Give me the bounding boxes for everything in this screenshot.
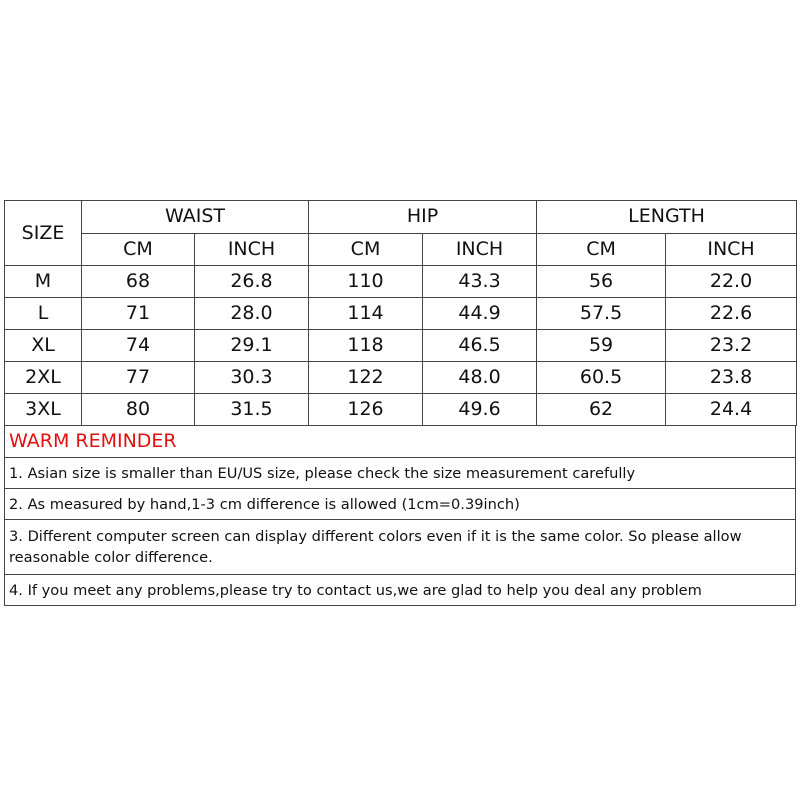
table-cell: 122 xyxy=(309,362,423,394)
table-cell: 46.5 xyxy=(423,330,537,362)
size-cell: L xyxy=(5,298,82,330)
table-cell: 59 xyxy=(537,330,666,362)
size-cell: 3XL xyxy=(5,394,82,426)
table-cell: 49.6 xyxy=(423,394,537,426)
size-table xyxy=(4,200,797,426)
table-cell: 31.5 xyxy=(195,394,309,426)
size-chart xyxy=(4,200,796,606)
unit-header: INCH xyxy=(666,233,797,266)
reminder-note-2: 2. As measured by hand,1-3 cm difference is allowed (1cm=0.39inch) xyxy=(5,489,795,520)
table-cell: 24.4 xyxy=(666,394,797,426)
table-cell: 28.0 xyxy=(195,298,309,330)
hip-group-header: HIP xyxy=(309,201,537,234)
table-unit-row xyxy=(5,233,797,266)
table-cell: 80 xyxy=(82,394,195,426)
table-cell: 74 xyxy=(82,330,195,362)
table-cell: 23.2 xyxy=(666,330,797,362)
table-row xyxy=(5,266,797,298)
table-cell: 114 xyxy=(309,298,423,330)
unit-header: CM xyxy=(309,233,423,266)
length-group-header: LENGTH xyxy=(537,201,797,234)
warm-reminder-section xyxy=(4,426,796,606)
table-row xyxy=(5,298,797,330)
table-cell: 56 xyxy=(537,266,666,298)
table-cell: 48.0 xyxy=(423,362,537,394)
reminder-note-4: 4. If you meet any problems,please try to contact us,we are glad to help you deal any problem xyxy=(9,582,702,599)
table-cell: 118 xyxy=(309,330,423,362)
unit-header: INCH xyxy=(423,233,537,266)
table-cell: 43.3 xyxy=(423,266,537,298)
table-cell: 71 xyxy=(82,298,195,330)
table-cell: 26.8 xyxy=(195,266,309,298)
table-header-row xyxy=(5,201,797,234)
table-cell: 30.3 xyxy=(195,362,309,394)
unit-header: CM xyxy=(82,233,195,266)
table-row xyxy=(5,330,797,362)
table-cell: 60.5 xyxy=(537,362,666,394)
warm-reminder-title: WARM REMINDER xyxy=(5,426,795,458)
size-cell: XL xyxy=(5,330,82,362)
table-cell: 22.6 xyxy=(666,298,797,330)
waist-group-header: WAIST xyxy=(82,201,309,234)
table-cell: 62 xyxy=(537,394,666,426)
table-cell: 57.5 xyxy=(537,298,666,330)
size-cell: M xyxy=(5,266,82,298)
size-cell: 2XL xyxy=(5,362,82,394)
table-row xyxy=(5,362,797,394)
table-row xyxy=(5,394,797,426)
unit-header: CM xyxy=(537,233,666,266)
reminder-note-3: 3. Different computer screen can display different colors even if it is the same color. So please allow reasonable color difference. xyxy=(5,520,795,575)
table-cell: 22.0 xyxy=(666,266,797,298)
table-cell: 29.1 xyxy=(195,330,309,362)
table-cell: 23.8 xyxy=(666,362,797,394)
table-cell: 68 xyxy=(82,266,195,298)
size-column-header: SIZE xyxy=(5,201,82,266)
reminder-note-1: 1. Asian size is smaller than EU/US size, please check the size measurement carefully xyxy=(5,458,795,489)
unit-header: INCH xyxy=(195,233,309,266)
table-cell: 77 xyxy=(82,362,195,394)
table-cell: 126 xyxy=(309,394,423,426)
table-cell: 44.9 xyxy=(423,298,537,330)
table-cell: 110 xyxy=(309,266,423,298)
